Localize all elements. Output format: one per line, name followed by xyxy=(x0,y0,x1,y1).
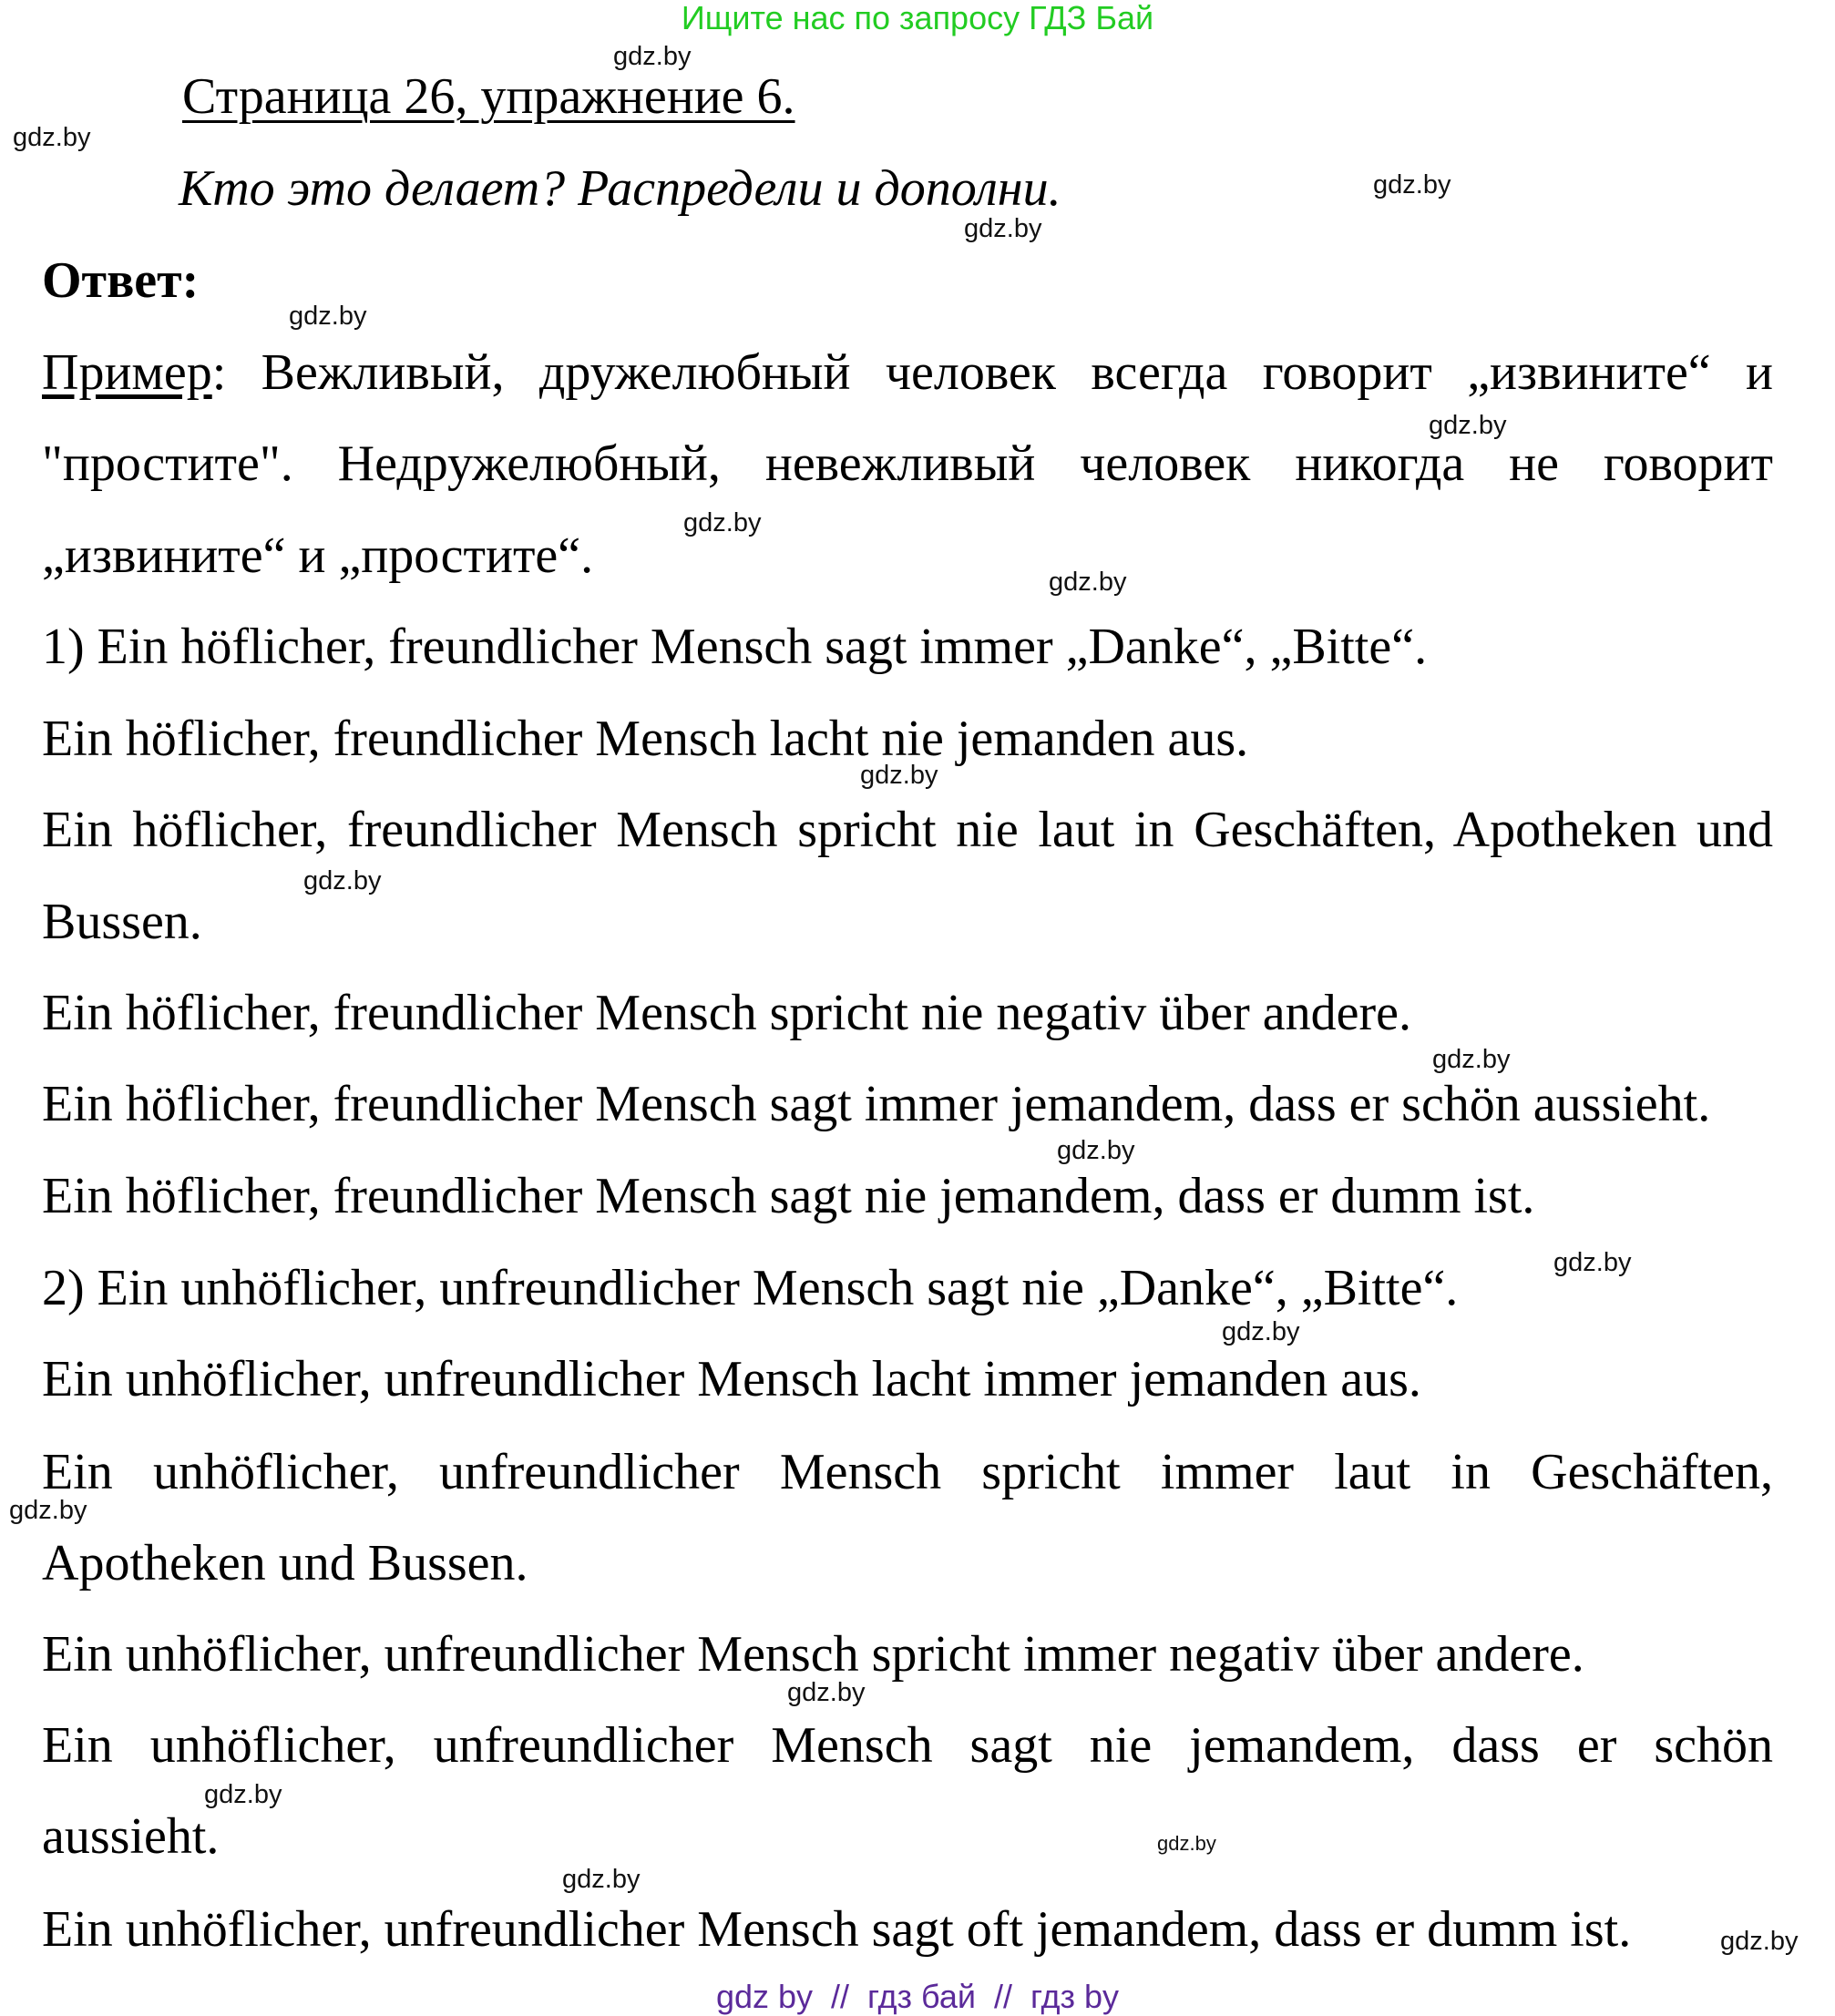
page-title: Страница 26, упражнение 6. xyxy=(182,68,795,125)
answer-line: 1) Ein höflicher, freundlicher Mensch sagt immer „Danke“, „Bitte“. xyxy=(42,619,1428,675)
answer-line: 2) Ein unhöflicher, unfreundlicher Mensch sagt nie „Danke“, „Bitte“. xyxy=(42,1260,1459,1316)
answer-line: Ein höflicher, freundlicher Mensch spricht nie negativ über andere. xyxy=(42,985,1411,1041)
answer-line: aussieht. xyxy=(42,1808,220,1865)
search-banner: Ищите нас по запросу ГДЗ Бай xyxy=(681,0,1154,36)
watermark: gdz.by xyxy=(1429,411,1507,440)
watermark: gdz.by xyxy=(1057,1136,1135,1165)
example-line-1 xyxy=(42,345,1773,400)
watermark: gdz.by xyxy=(562,1865,641,1894)
watermark: gdz.by xyxy=(204,1780,282,1809)
answer-line: Ein unhöflicher, unfreundlicher Mensch sagt nie jemandem, dass er schön xyxy=(42,1717,1773,1774)
watermark: gdz.by xyxy=(1720,1927,1799,1956)
watermark: gdz.by xyxy=(1373,170,1451,200)
example-line-3: „извините“ и „простите“. xyxy=(42,527,594,584)
answer-line: Ein unhöflicher, unfreundlicher Mensch sagt oft jemandem, dass er dumm ist. xyxy=(42,1901,1632,1958)
answer-line: Bussen. xyxy=(42,894,202,950)
answer-line: Ein unhöflicher, unfreundlicher Mensch spricht immer laut in Geschäften, xyxy=(42,1444,1773,1500)
answer-line: Ein höflicher, freundlicher Mensch spricht nie laut in Geschäften, Apotheken und xyxy=(42,802,1773,858)
watermark: gdz.by xyxy=(613,42,692,71)
watermark: gdz.by xyxy=(1049,568,1127,597)
watermark: gdz.by xyxy=(1157,1832,1216,1855)
example-line-2: "простите". Недружелюбный, невежливый человек никогда не говорит xyxy=(42,435,1773,492)
watermark: gdz.by xyxy=(13,123,91,152)
watermark: gdz.by xyxy=(683,508,762,537)
watermark: gdz.by xyxy=(787,1678,866,1707)
footer-links: gdz by // гдз бай // гдз by xyxy=(715,1978,1120,2015)
watermark: gdz.by xyxy=(289,302,367,331)
answer-line: Ein unhöflicher, unfreundlicher Mensch spricht immer negativ über andere. xyxy=(42,1626,1584,1683)
answer-line: Apotheken und Bussen. xyxy=(42,1535,528,1591)
watermark: gdz.by xyxy=(303,866,382,895)
watermark: gdz.by xyxy=(1222,1317,1300,1346)
example-label: Пример xyxy=(42,344,212,401)
exercise-task: Кто это делает? Распредели и дополни. xyxy=(179,160,1061,217)
example-text: : Вежливый, дружелюбный человек всегда говорит „извините“ и xyxy=(211,344,1773,401)
watermark: gdz.by xyxy=(9,1496,87,1525)
answer-line: Ein höflicher, freundlicher Mensch lacht nie jemanden aus. xyxy=(42,711,1249,767)
watermark: gdz.by xyxy=(860,761,938,790)
answer-line: Ein höflicher, freundlicher Mensch sagt immer jemandem, dass er schön aussieht. xyxy=(42,1076,1711,1132)
watermark: gdz.by xyxy=(964,214,1042,243)
watermark: gdz.by xyxy=(1553,1248,1632,1277)
answer-line: Ein unhöflicher, unfreundlicher Mensch lacht immer jemanden aus. xyxy=(42,1351,1421,1407)
watermark: gdz.by xyxy=(1432,1045,1511,1074)
answer-line: Ein höflicher, freundlicher Mensch sagt nie jemandem, dass er dumm ist. xyxy=(42,1168,1535,1224)
answer-label: Ответ: xyxy=(42,252,200,309)
